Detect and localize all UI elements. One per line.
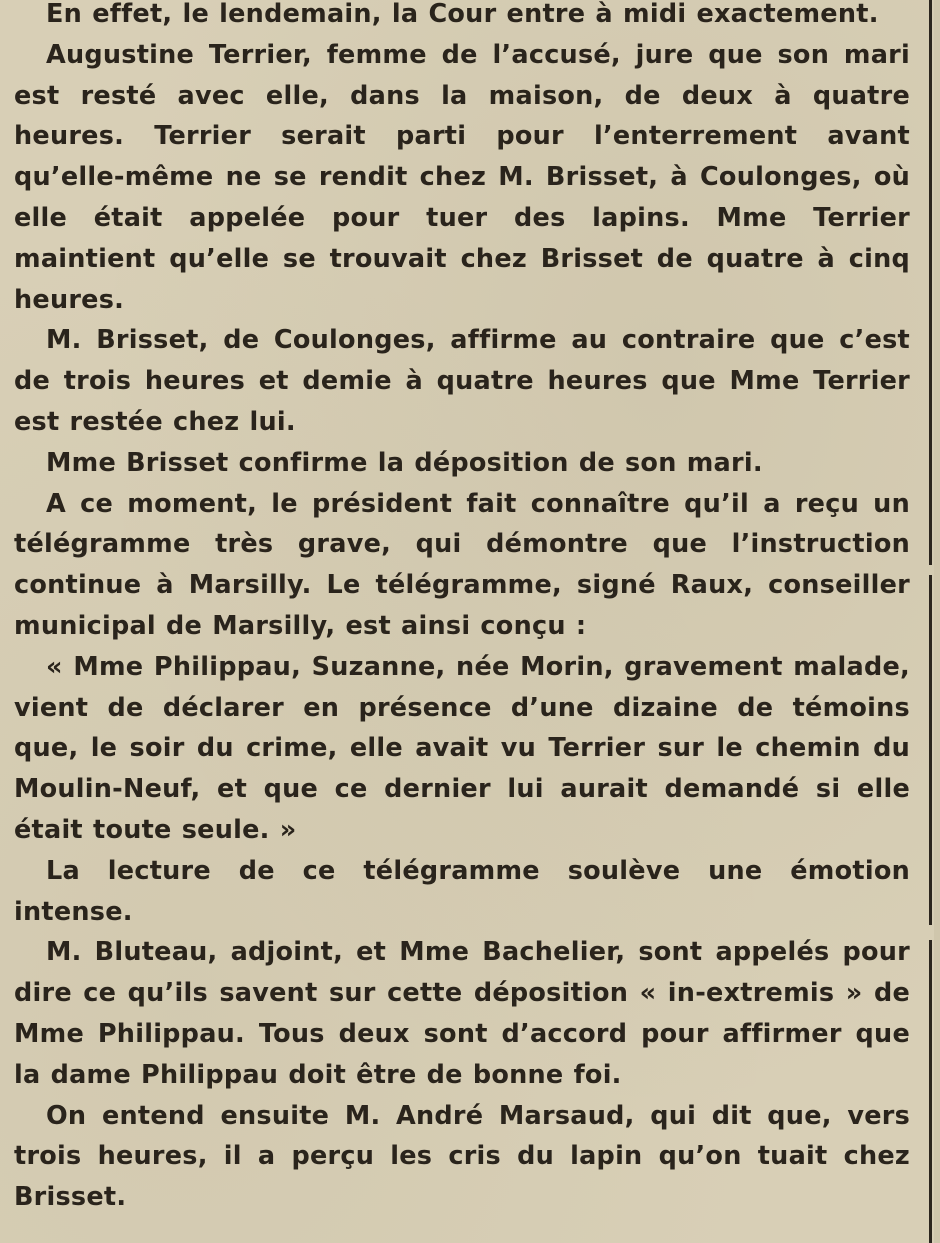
column-rule xyxy=(929,0,932,565)
paragraph-9: On entend ensuite M. André Marsaud, qui dit que, vers trois heures, il a perçu les cris du lapin qu’on tuait chez Brisset. xyxy=(14,1100,910,1213)
paragraph-2: Augustine Terrier, femme de l’accusé, jure que son mari est resté avec elle, dans la maison, de deux à quatre heures. Terrier serait parti pour l’enterrement avant qu’elle-même ne se rendit chez M. Brisset, à Coulonges, où elle était appelée pour tuer des lapins. Mme Terrier maintient qu’elle se trouvait chez Brisset de quatre à cinq heures. xyxy=(14,39,910,315)
paragraph-4: Mme Brisset confirme la déposition de son mari. xyxy=(46,447,763,478)
paragraph-5: A ce moment, le président fait connaître qu’il a reçu un télégramme très grave, qui démontre que l’instruction continue à Marsilly. Le télégramme, signé Raux, conseiller municipal de Marsilly, est ainsi conçu : xyxy=(14,488,910,641)
paragraph-8: M. Bluteau, adjoint, et Mme Bachelier, sont appelés pour dire ce qu’ils savent sur cette déposition « in-extremis » de Mme Philippau. Tous deux sont d’accord pour affirmer que la dame Philippau doit être de bonne foi. xyxy=(14,937,910,1090)
column-rule xyxy=(929,940,932,1243)
paragraph-7: La lecture de ce télégramme soulève une émotion intense. xyxy=(14,855,910,927)
column-rule xyxy=(929,575,932,925)
article-column xyxy=(14,0,910,1218)
page-edge xyxy=(934,0,940,1243)
paragraph-3: M. Brisset, de Coulonges, affirme au contraire que c’est de trois heures et demie à quatre heures que Mme Terrier est restée chez lui. xyxy=(14,325,910,437)
paragraph-6: « Mme Philippau, Suzanne, née Morin, gravement malade, vient de déclarer en présence d’une dizaine de témoins que, le soir du crime, elle avait vu Terrier sur le chemin du Moulin-Neuf, et que ce dernier lui aurait demandé si elle était toute seule. » xyxy=(14,651,910,845)
paragraph-1: En effet, le lendemain, la Cour entre à midi exactement. xyxy=(46,0,879,29)
